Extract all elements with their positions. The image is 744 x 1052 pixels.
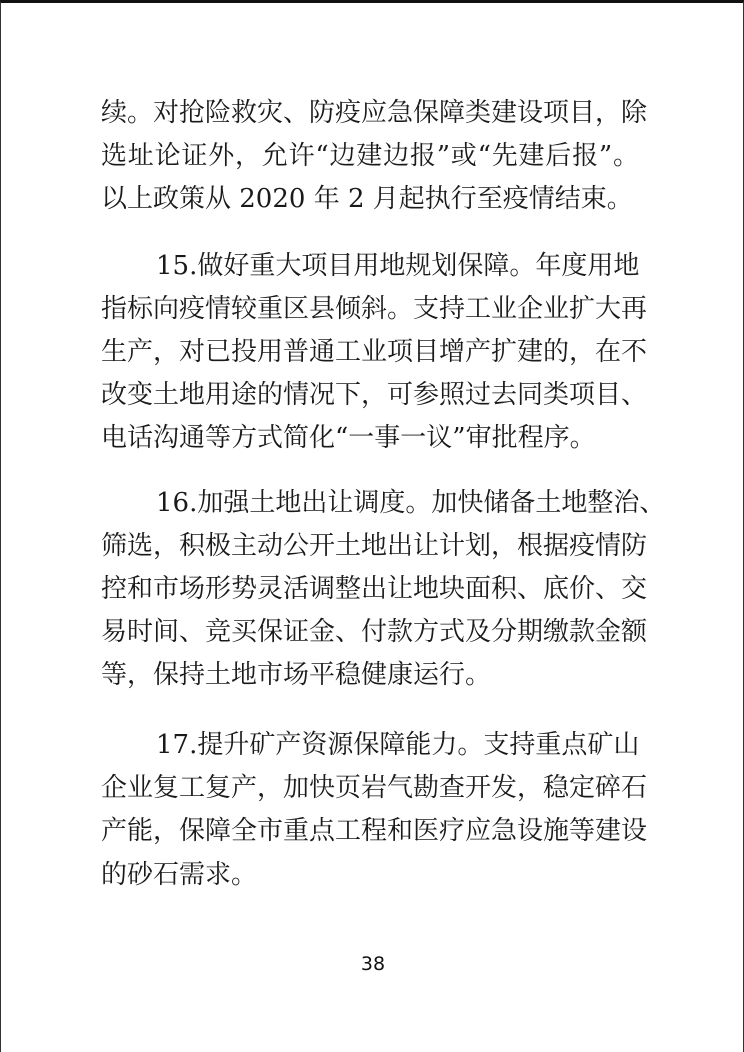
text-line: 选址论证外，允许“边建边报”或“先建后报”。 <box>101 141 639 171</box>
text-line: 生产，对已投用普通工业项目增产扩建的，在不 <box>101 337 648 367</box>
text-line: 的砂石需求。 <box>101 860 258 890</box>
text-line: 控和市场形势灵活调整出让地块面积、底价、交 <box>101 574 648 604</box>
text-line: 筛选，积极主动公开土地出让计划，根据疫情防 <box>101 531 648 561</box>
text-line: 易时间、竞买保证金、付款方式及分期缴款金额 <box>101 617 648 647</box>
text-line: 续。对抢险救灾、防疫应急保障类建设项目，除 <box>101 98 648 128</box>
text-line: 改变土地用途的情况下，可参照过去同类项目、 <box>101 380 648 410</box>
text-line: 指标向疫情较重区县倾斜。支持工业企业扩大再 <box>101 294 648 324</box>
section-15-heading-line: 15.做好重大项目用地规划保障。年度用地 <box>156 251 640 281</box>
section-17-heading-line: 17.提升矿产资源保障能力。支持重点矿山 <box>156 730 640 760</box>
text-line: 企业复工复产，加快页岩气勘查开发，稳定碎石 <box>101 773 648 803</box>
text-line: 以上政策从 2020 年 2 月起执行至疫情结束。 <box>101 184 633 214</box>
text-line: 产能，保障全市重点工程和医疗应急设施等建设 <box>101 816 648 846</box>
text-line: 等，保持土地市场平稳健康运行。 <box>101 660 492 690</box>
page-number: 38 <box>360 953 386 975</box>
text-line: 电话沟通等方式简化“一事一议”审批程序。 <box>101 423 596 453</box>
section-16-heading-line: 16.加强土地出让调度。加快储备土地整治、 <box>156 488 666 518</box>
